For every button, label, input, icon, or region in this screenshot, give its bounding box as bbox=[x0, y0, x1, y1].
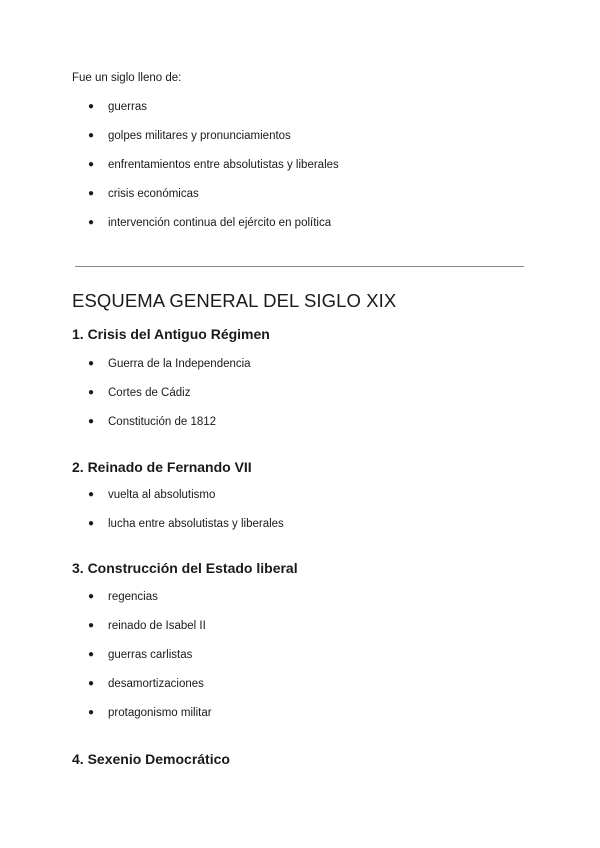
bullet-icon: ● bbox=[88, 387, 95, 398]
list-item bbox=[0, 386, 251, 415]
list-item bbox=[0, 187, 339, 216]
section-heading: 2. Reinado de Fernando VII bbox=[72, 459, 252, 475]
intro-list bbox=[0, 100, 339, 245]
list-item bbox=[0, 357, 251, 386]
list-item bbox=[0, 619, 212, 648]
bullet-icon: ● bbox=[88, 518, 95, 529]
list-item bbox=[0, 517, 284, 546]
section-list bbox=[0, 488, 284, 546]
bullet-icon: ● bbox=[88, 591, 95, 602]
bullet-icon: ● bbox=[88, 358, 95, 369]
list-item-text: Cortes de Cádiz bbox=[108, 387, 191, 399]
bullet-icon: ● bbox=[88, 217, 95, 228]
list-item bbox=[0, 706, 212, 735]
list-item-text: Guerra de la Independencia bbox=[108, 358, 251, 370]
list-item bbox=[0, 648, 212, 677]
section-heading: 1. Crisis del Antiguo Régimen bbox=[72, 326, 270, 342]
list-item bbox=[0, 415, 251, 444]
intro-text: Fue un siglo lleno de: bbox=[72, 72, 182, 84]
section-list bbox=[0, 357, 251, 444]
list-item-text: guerras bbox=[108, 101, 147, 113]
list-item-text: desamortizaciones bbox=[108, 678, 204, 690]
list-item-text: Constitución de 1812 bbox=[108, 416, 217, 428]
list-item-text: intervención continua del ejército en política bbox=[108, 217, 332, 229]
bullet-icon: ● bbox=[88, 188, 95, 199]
list-item bbox=[0, 100, 339, 129]
list-item bbox=[0, 158, 339, 187]
bullet-icon: ● bbox=[88, 489, 95, 500]
bullet-icon: ● bbox=[88, 159, 95, 170]
list-item-text: guerras carlistas bbox=[108, 649, 193, 661]
list-item-text: protagonismo militar bbox=[108, 707, 212, 719]
list-item-text: lucha entre absolutistas y liberales bbox=[108, 518, 284, 530]
list-item bbox=[0, 129, 339, 158]
bullet-icon: ● bbox=[88, 678, 95, 689]
list-item bbox=[0, 216, 339, 245]
list-item-text: regencias bbox=[108, 591, 158, 603]
list-item bbox=[0, 590, 212, 619]
section-heading: 3. Construcción del Estado liberal bbox=[72, 560, 298, 576]
section-list bbox=[0, 590, 212, 735]
horizontal-divider bbox=[75, 266, 524, 267]
bullet-icon: ● bbox=[88, 620, 95, 631]
list-item-text: enfrentamientos entre absolutistas y liberales bbox=[108, 159, 339, 171]
bullet-icon: ● bbox=[88, 707, 95, 718]
list-item-text: crisis económicas bbox=[108, 188, 199, 200]
page-title: ESQUEMA GENERAL DEL SIGLO XIX bbox=[72, 290, 397, 311]
bullet-icon: ● bbox=[88, 101, 95, 112]
bullet-icon: ● bbox=[88, 649, 95, 660]
list-item bbox=[0, 488, 284, 517]
list-item-text: reinado de Isabel II bbox=[108, 620, 206, 632]
list-item-text: golpes militares y pronunciamientos bbox=[108, 130, 291, 142]
list-item bbox=[0, 677, 212, 706]
bullet-icon: ● bbox=[88, 416, 95, 427]
list-item-text: vuelta al absolutismo bbox=[108, 489, 216, 501]
bullet-icon: ● bbox=[88, 130, 95, 141]
section-heading: 4. Sexenio Democrático bbox=[72, 751, 230, 767]
